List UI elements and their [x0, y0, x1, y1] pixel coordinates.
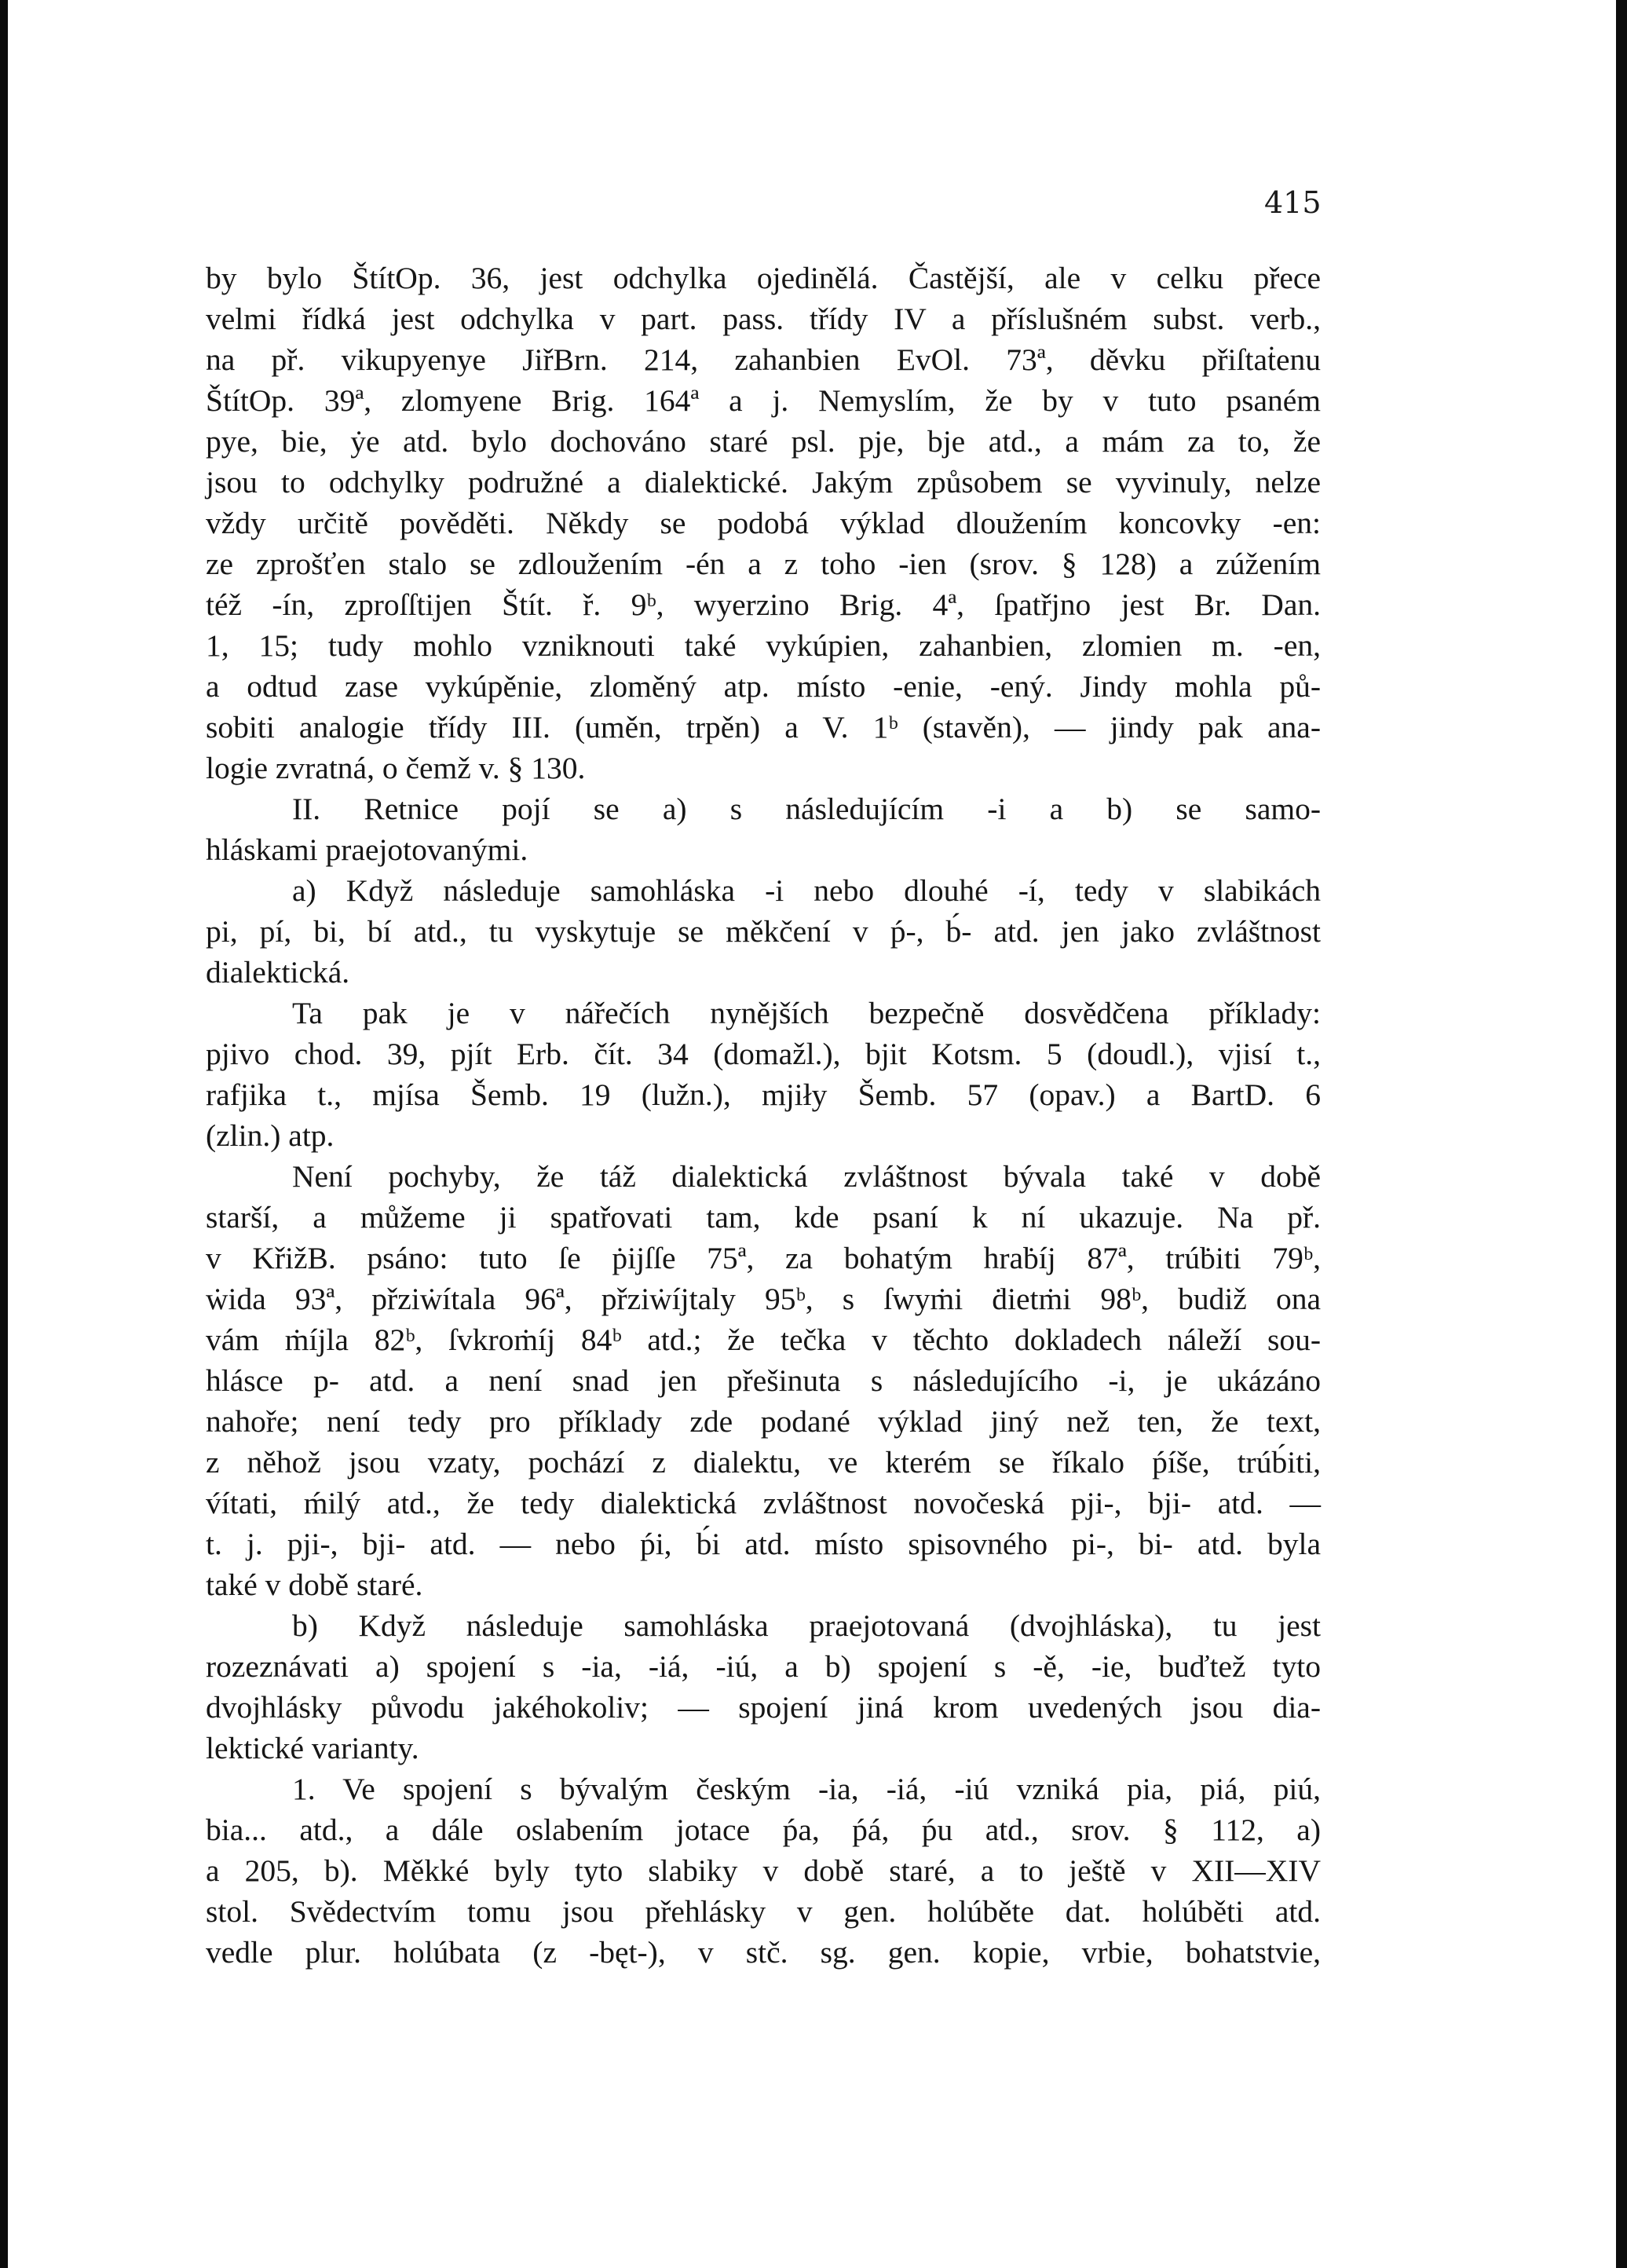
text-line: stol. Svědectvím tomu jsou přehlásky v gen. holúběte dat. holúběti atd. [206, 1894, 1321, 1929]
text-line: z něhož jsou vzaty, pochází z dialektu, ve kterém se říkalo ṕíše, trúb́iti, [206, 1445, 1321, 1480]
text-line: Není pochyby, že táž dialektická zvláštnost bývala také v době [292, 1159, 1321, 1194]
text-line: ẇida 93ª, přziẇítala 96ª, přziẇíjtaly 95ᵇ, s ſwyṁi ḋietṁi 98ᵇ, budiž ona [206, 1282, 1321, 1316]
text-line: by bylo ŠtítOp. 36, jest odchylka ojedinělá. Častější, ale v celku přece [206, 261, 1321, 295]
text-line: (zlin.) atp. [206, 1118, 335, 1153]
text-line: hláskami praejotovanými. [206, 832, 528, 867]
text-line: II. Retnice pojí se a) s následujícím -i a b) se samo- [292, 792, 1321, 826]
text-line: a odtud zase vykúpěnie, zloměný atp. místo -enie, -ený. Jindy mohla pů- [206, 669, 1321, 704]
text-line: logie zvratná, o čemž v. § 130. [206, 751, 586, 785]
scan-edge-left [0, 0, 8, 2268]
text-line: dialektická. [206, 955, 350, 990]
text-line: b) Když následuje samohláska praejotovaná (dvojhláska), tu jest [292, 1608, 1321, 1643]
text-line: 1, 15; tudy mohlo vzniknouti také vykúpien, zahanbien, zlomien m. -en, [206, 628, 1321, 663]
text-line: v KřižB. psáno: tuto ſe ṗijſſe 75ª, za bohatým hraḃíj 87ª, trúḃiti 79ᵇ, [206, 1241, 1321, 1275]
text-line: ŠtítOp. 39ª, zlomyene Brig. 164ª a j. Nemyslím, že by v tuto psaném [206, 383, 1321, 418]
text-line: Ta pak je v nářečích nynějších bezpečně dosvědčena příklady: [292, 996, 1321, 1030]
text-line: pi, pí, bi, bí atd., tu vyskytuje se měkčení v ṕ-, b́- atd. jen jako zvláštnost [206, 914, 1321, 949]
text-line: pjivo chod. 39, pjít Erb. čít. 34 (domažl.), bjit Kotsm. 5 (doudl.), vjisí t., [206, 1037, 1321, 1071]
text-line: dvojhlásky původu jakéhokoliv; — spojení jiná krom uvedených jsou dia- [206, 1690, 1321, 1725]
text-line: vedle plur. holúbata (z -bęt-), v stč. sg. gen. kopie, vrbie, bohatstvie, [206, 1935, 1321, 1970]
text-line: také v době staré. [206, 1567, 423, 1602]
page-number: 415 [1264, 185, 1322, 220]
text-line: bia... atd., a dále oslabením jotace ṕa, ṕá, ṕu atd., srov. § 112, a) [206, 1813, 1321, 1847]
text-line: hlásce p- atd. a není snad jen přešinuta s následujícího -i, je ukázáno [206, 1363, 1321, 1398]
scan-edge-right [1616, 0, 1627, 2268]
text-line: velmi řídká jest odchylka v part. pass. třídy IV a příslušném subst. verb., [206, 302, 1321, 336]
text-line: rozeznávati a) spojení s -ia, -iá, -iú, a b) spojení s -ě, -ie, buďtež tyto [206, 1649, 1321, 1684]
text-line: v́ítati, ḿilý atd., že tedy dialektická zvláštnost novočeská pji-, bji- atd. — [206, 1486, 1321, 1520]
body-text [206, 258, 1321, 1973]
text-line: 1. Ve spojení s bývalým českým -ia, -iá, -iú vzniká pia, piá, piú, [292, 1772, 1321, 1806]
text-line: pye, bie, ẏe atd. bylo dochováno staré psl. pje, bje atd., a mám za to, že [206, 424, 1321, 459]
text-line: sobiti analogie třídy III. (uměn, trpěn) a V. 1ᵇ (stavěn), — jindy pak ana- [206, 710, 1321, 744]
text-line: a) Když následuje samohláska -i nebo dlouhé -í, tedy v slabikách [292, 873, 1321, 908]
text-line: jsou to odchylky podružné a dialektické. Jakým způsobem se vyvinuly, nelze [206, 465, 1321, 499]
text-line: nahoře; není tedy pro příklady zde podané výklad jiný než ten, že text, [206, 1404, 1321, 1439]
text-line: starší, a můžeme ji spatřovati tam, kde psaní k ní ukazuje. Na př. [206, 1200, 1321, 1235]
text-line: rafjika t., mjísa Šemb. 19 (lužn.), mjiły Šemb. 57 (opav.) a BartD. 6 [206, 1077, 1321, 1112]
text-line: vždy určitě pověděti. Někdy se podobá výklad dloužením koncovky -en: [206, 506, 1321, 540]
text-line: též -ín, zproſſtijen Štít. ř. 9ᵇ, wyerzino Brig. 4ª, ſpatřjno jest Br. Dan. [206, 587, 1321, 622]
text-line: vám ṁíjla 82ᵇ, ſvkroṁíj 84ᵇ atd.; že tečka v těchto dokladech náleží sou- [206, 1322, 1321, 1357]
text-line: t. j. pji-, bji- atd. — nebo ṕi, b́i atd. místo spisovného pi-, bi- atd. byla [206, 1527, 1321, 1561]
text-line: a 205, b). Měkké byly tyto slabiky v době staré, a to ještě v XII—XIV [206, 1853, 1321, 1888]
text-line: ze zprošťen stalo se zdloužením -én a z toho -ien (srov. § 128) a zúžením [206, 547, 1321, 581]
text-line: na př. vikupyenye JiřBrn. 214, zahanbien EvOl. 73ª, děvku přiſtaṫenu [206, 342, 1321, 377]
text-line: lektické varianty. [206, 1731, 419, 1765]
